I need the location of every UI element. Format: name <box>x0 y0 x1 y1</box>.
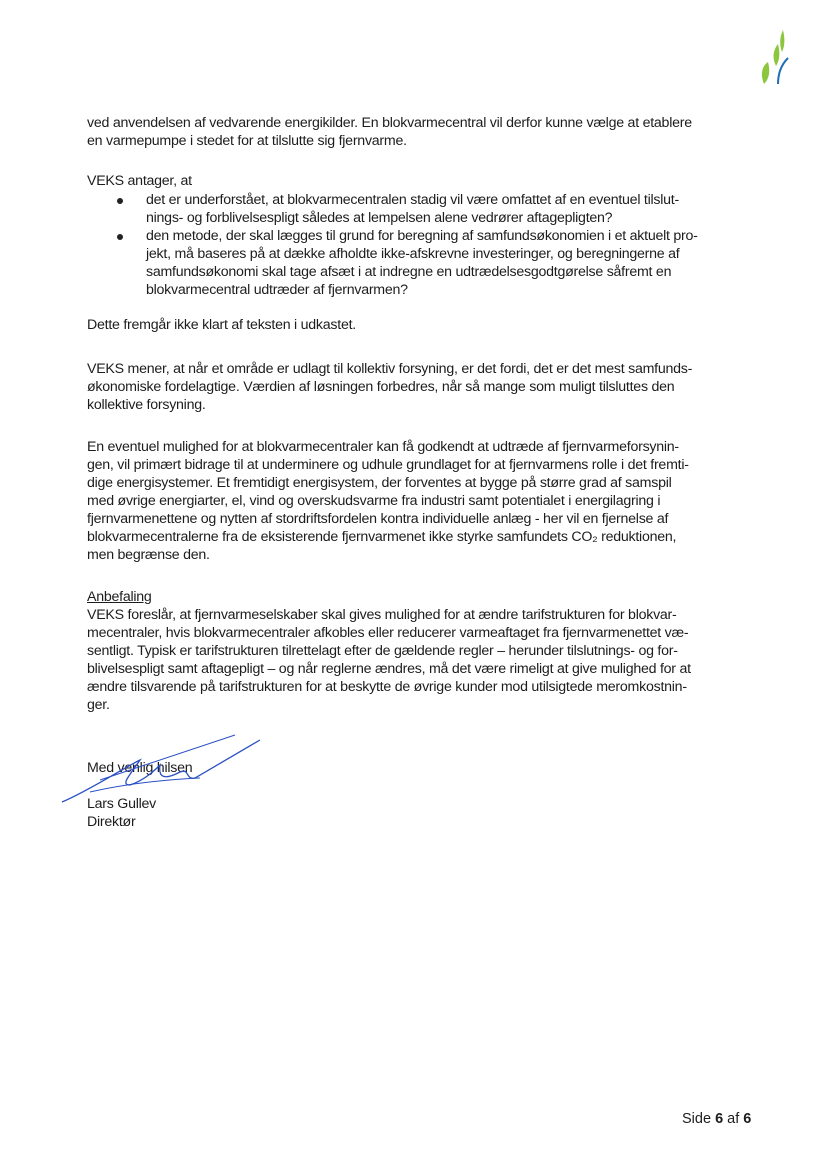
text-line: den metode, der skal lægges til grund for beregning af samfundsøkonomien i et aktuelt pro- <box>146 228 698 244</box>
current-page: 6 <box>715 1111 724 1127</box>
text-line: økonomiske fordelagtige. Værdien af løsningen forbedres, når så mange som muligt tilsluttes den <box>87 379 675 395</box>
intro-paragraph <box>87 114 692 150</box>
text-line: dige energisystemer. Et fremtidigt energisystem, der forventes at bygge på større grad af samspil <box>87 475 672 491</box>
page-number <box>682 1111 751 1127</box>
text-line: ændre tilsvarende på tarifstrukturen for at beskytte de øvrige kunder mod utilsigtede meromkostnin- <box>87 679 687 695</box>
text-line: ger. <box>87 697 110 713</box>
eventuel-paragraph <box>87 438 689 564</box>
text-line: blokvarmecentralerne fra de eksisterende fjernvarmenet ikke styrke samfundets CO₂ reduktionen, <box>87 529 677 545</box>
anbefaling-section <box>87 588 691 714</box>
text-line: VEKS foreslår, at fjernvarmeselskaber skal gives mulighed for at ændre tarifstrukturen for blokvar- <box>87 607 677 623</box>
bullet-icon <box>117 234 123 240</box>
antager-heading: VEKS antager, at <box>87 173 192 189</box>
text-line: kollektive forsyning. <box>87 397 206 413</box>
closing: Med venlig hilsen <box>87 760 193 776</box>
text-line: blokvarmecentral udtræder af fjernvarmen? <box>146 282 408 298</box>
page-of-label: af <box>723 1111 744 1127</box>
text-line: blivelsespligt samt aftagepligt – og når reglerne ændres, må det være rimeligt at give mulighed for at <box>87 661 691 677</box>
unclear-paragraph: Dette fremgår ikke klart af teksten i udkastet. <box>87 317 356 333</box>
page-label: Side <box>682 1111 716 1127</box>
text-line: med øvrige energiarter, el, vind og overskudsvarme fra industri samt potentialet i energilagring i <box>87 493 661 509</box>
text-line: det er underforstået, at blokvarmecentralen stadig vil være omfattet af en eventuel tilslut- <box>146 192 679 208</box>
mener-paragraph <box>87 360 692 414</box>
handwritten-signature-icon <box>60 730 270 810</box>
veks-logo-icon <box>758 28 794 86</box>
anbefaling-heading: Anbefaling <box>87 589 152 605</box>
bullet-icon <box>117 198 123 204</box>
total-pages: 6 <box>743 1111 752 1127</box>
signer-title: Direktør <box>87 814 136 830</box>
text-line: VEKS mener, at når et område er udlagt til kollektiv forsyning, er det fordi, det er det mest samfunds- <box>87 361 693 377</box>
text-line: samfundsøkonomi skal tage afsæt i at indregne en udtrædelsesgodtgørelse såfremt en <box>146 264 672 280</box>
signer-name: Lars Gullev <box>87 796 157 812</box>
text-line: men begrænse den. <box>87 547 210 563</box>
text-line: jekt, må baseres på at dække afholdte ikke-afskrevne investeringer, og beregningerne af <box>146 246 680 262</box>
text-line: fjernvarmenettene og nytten af stordriftsfordelen kontra individuelle anlæg - her vil en fjernelse af <box>87 511 669 527</box>
text-line: mecentraler, hvis blokvarmecentraler afkobles eller reducerer varmeaftaget fra fjernvarmenettet væ- <box>87 625 689 641</box>
bullet-list <box>117 191 698 299</box>
text-line: en varmepumpe i stedet for at tilslutte sig fjernvarme. <box>87 133 407 149</box>
text-line: ved anvendelsen af vedvarende energikilder. En blokvarmecentral vil derfor kunne vælge at etablere <box>87 115 692 131</box>
text-line: En eventuel mulighed for at blokvarmecentraler kan få godkendt at udtræde af fjernvarmeforsynin- <box>87 439 679 455</box>
text-line: gen, vil primært bidrage til at underminere og udhule grundlaget for at fjernvarmens rolle i det fremti- <box>87 457 689 473</box>
text-line: nings- og forblivelsespligt således at lempelsen alene vedrører aftagepligten? <box>146 210 613 226</box>
list-item <box>117 227 698 299</box>
list-item <box>117 191 698 227</box>
text-line: sentligt. Typisk er tarifstrukturen tilrettelagt efter de gældende regler – herunder tilslutnings- og for- <box>87 643 678 659</box>
